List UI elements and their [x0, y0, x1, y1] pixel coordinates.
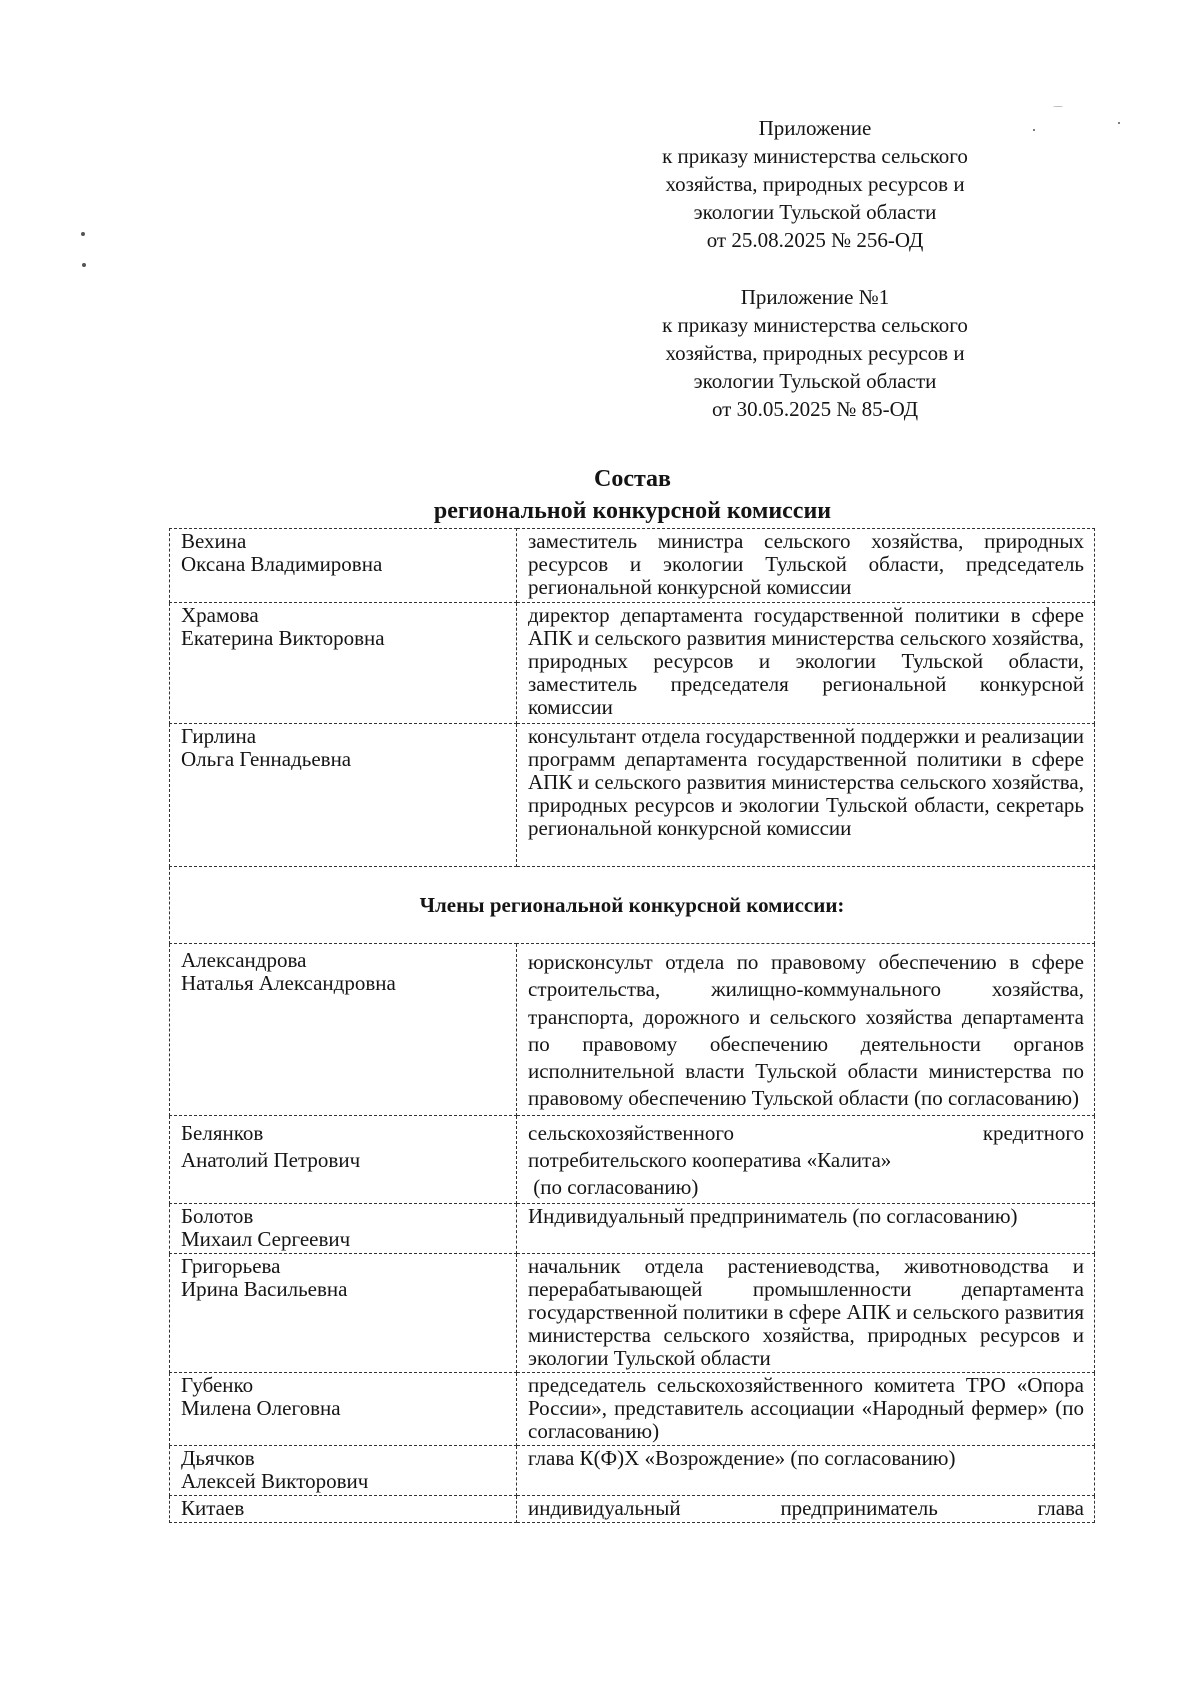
member-given-names: Оксана Владимировна [181, 552, 383, 576]
member-role: юрисконсульт отдела по правовому обеспечению в сфере строительства, жилищно-коммунального хозяйства, транспорта, дорожного и сельского хозяйства департамента по правовому обеспечению деятельности органов исполнительной власти Тульской области министерства по правовому обеспечению Тульской области (по согласованию) [517, 944, 1095, 1116]
scan-speck [1053, 106, 1063, 107]
scan-speck [1118, 122, 1120, 124]
appendix-date-number: от 25.08.2025 № 256-ОД [706, 228, 924, 252]
member-name [170, 529, 517, 603]
member-role-line: индивидуальный предприниматель глава [528, 1495, 1084, 1520]
scan-speck [81, 232, 85, 236]
member-surname: Храмова [181, 603, 259, 627]
table-row [170, 1445, 1095, 1495]
table-row [170, 1495, 1095, 1522]
member-role: председатель сельскохозяйственного комитета ТРО «Опора России», представитель ассоциации «Народный фермер» (по согласованию) [517, 1372, 1095, 1445]
appendix-line: хозяйства, природных ресурсов и [665, 172, 965, 196]
appendix-line: к приказу министерства сельского [662, 144, 968, 168]
table-row [170, 724, 1095, 867]
member-role-line: (по согласованию) [528, 1174, 699, 1199]
table-row [170, 1203, 1095, 1253]
appendix-header [620, 114, 1010, 254]
member-given-names: Наталья Александровна [181, 971, 396, 995]
member-name [170, 1495, 517, 1522]
member-given-names: Милена Олеговна [181, 1395, 341, 1420]
member-surname: Гирлина [181, 724, 257, 748]
member-role: консультант отдела государственной поддержки и реализации программ департамента государственной политики в сфере АПК и сельского развития министерства сельского хозяйства, природных ресурсов и экологии Тульской области, секретарь региональной конкурсной комиссии [517, 724, 1095, 867]
member-role-line: потребительского кооператива «Калита» [528, 1147, 892, 1172]
member-name [170, 1445, 517, 1495]
member-role: глава К(Ф)Х «Возрождение» (по согласованию) [517, 1445, 1095, 1495]
scan-speck [1033, 129, 1035, 131]
member-given-names: Алексей Викторович [181, 1468, 369, 1493]
appendix-line: к приказу министерства сельского [662, 313, 968, 337]
member-name [170, 724, 517, 867]
member-name [170, 1372, 517, 1445]
member-role-line: сельскохозяйственного кредитного [528, 1120, 1084, 1145]
member-given-names: Ирина Васильевна [181, 1276, 348, 1301]
member-surname: Дьячков [181, 1445, 255, 1470]
table-row [170, 1115, 1095, 1203]
member-given-names: Михаил Сергеевич [181, 1226, 351, 1251]
member-surname: Болотов [181, 1203, 254, 1228]
member-surname: Александрова [181, 948, 307, 972]
member-name [170, 1203, 517, 1253]
appendix-date-number: от 30.05.2025 № 85-ОД [711, 397, 919, 421]
member-surname: Григорьева [181, 1253, 281, 1278]
document-subtitle: региональной конкурсной комиссии [433, 498, 832, 524]
appendix-line: экологии Тульской области [693, 369, 937, 393]
member-surname: Вехина [181, 529, 247, 553]
member-given-names: Ольга Геннадьевна [181, 747, 352, 771]
member-surname: Белянков [181, 1120, 264, 1145]
member-name [170, 944, 517, 1116]
appendix-line: хозяйства, природных ресурсов и [665, 341, 965, 365]
member-name [170, 1253, 517, 1372]
member-surname: Китаев [181, 1495, 245, 1520]
section-row [170, 867, 1095, 944]
member-role [517, 1495, 1095, 1522]
table-row [170, 1372, 1095, 1445]
table-row [170, 944, 1095, 1116]
member-role [517, 1115, 1095, 1203]
member-surname: Губенко [181, 1372, 254, 1397]
document-title: Состав [593, 466, 672, 492]
scan-speck [82, 263, 86, 267]
member-given-names: Екатерина Викторовна [181, 626, 385, 650]
appendix-title: Приложение [758, 116, 872, 140]
table-row [170, 1253, 1095, 1372]
member-role: Индивидуальный предприниматель (по согласованию) [517, 1203, 1095, 1253]
table-row [170, 529, 1095, 603]
member-role: директор департамента государственной политики в сфере АПК и сельского развития министерства сельского хозяйства, природных ресурсов и экологии Тульской области, заместитель председателя региональной конкурсной комиссии [517, 603, 1095, 724]
members-section-header: Члены региональной конкурсной комиссии: [170, 867, 1095, 944]
appendix-1-header [620, 283, 1010, 423]
appendix-title: Приложение №1 [740, 285, 890, 309]
member-name [170, 1115, 517, 1203]
member-role: начальник отдела растениеводства, животноводства и перерабатывающей промышленности департамента государственной политики в сфере АПК и сельского развития министерства сельского хозяйства, природных ресурсов и экологии Тульской области [517, 1253, 1095, 1372]
table-row [170, 603, 1095, 724]
member-role: заместитель министра сельского хозяйства, природных ресурсов и экологии Тульской области, председатель региональной конкурсной комиссии [517, 529, 1095, 603]
commission-table [169, 528, 1095, 1523]
appendix-line: экологии Тульской области [693, 200, 937, 224]
member-given-names: Анатолий Петрович [181, 1147, 361, 1172]
member-name [170, 603, 517, 724]
